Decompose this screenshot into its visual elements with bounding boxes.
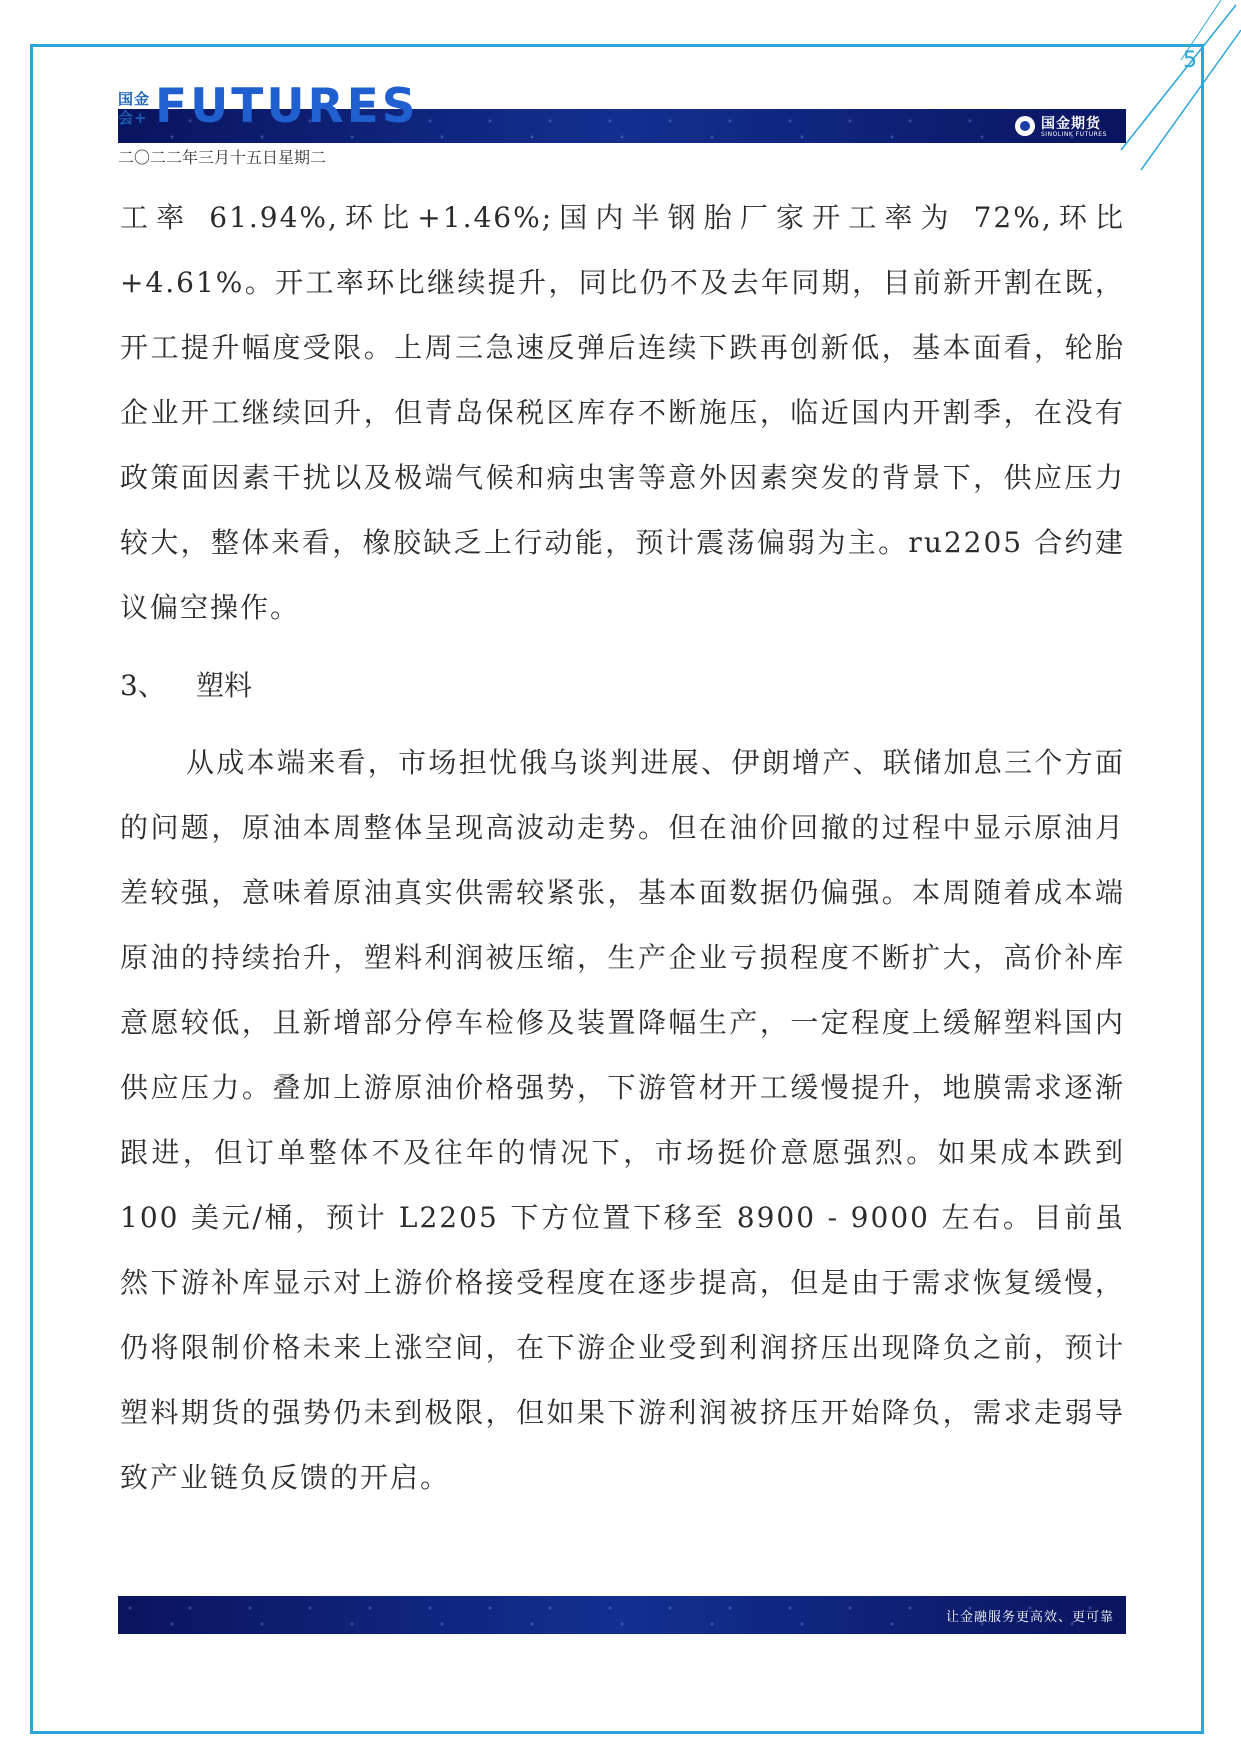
corner-decoration bbox=[1061, 0, 1241, 190]
paragraph-rubber: 工率 61.94%,环比+1.46%;国内半钢胎厂家开工率为 72%,环比+4.61%。开工率环比继续提升，同比仍不及去年同期，目前新开割在既，开工提升幅度受限。上周三急速反弹后连续下跌再创新低，基本面看，轮胎企业开工继续回升，但青岛保税区库存不断施压，临近国内开割季，在没有政策面因素干扰以及极端气候和病虫害等意外因素突发的背景下，供应压力较大，整体来看，橡胶缺乏上行动能，预计震荡偏弱为主。ru2205 合约建议偏空操作。 bbox=[120, 201, 1125, 624]
paragraph-plastic: 从成本端来看，市场担忧俄乌谈判进展、伊朗增产、联储加息三个方面的问题，原油本周整体呈现高波动走势。但在油价回撤的过程中显示原油月差较强，意味着原油真实供需较紧张，基本面数据仍偏强。本周随着成本端原油的持续抬升，塑料利润被压缩，生产企业亏损程度不断扩大，高价补库意愿较低，且新增部分停车检修及装置降幅生产，一定程度上缓解塑料国内供应压力。叠加上游原油价格强势，下游管材开工缓慢提升，地膜需求逐渐跟进，但订单整体不及往年的情况下，市场挺价意愿强烈。如果成本跌到 100 美元/桶，预计 L2205 下方位置下移至 8900 - 9000 左右。目前虽然下游补库显示对上游价格接受程度在逐步提高，但是由于需求恢复缓慢，仍将限制价格未来上涨空间，在下游企业受到利润挤压出现降负之前，预计塑料期货的强势仍未到极限，但如果下游利润被挤压开始降负，需求走弱导致产业链负反馈的开启。 bbox=[120, 746, 1125, 1494]
footer-banner bbox=[118, 1596, 1126, 1634]
logo-text-cn: 国金会+ bbox=[118, 90, 151, 127]
footer-slogan: 让金融服务更高效、更可靠 bbox=[945, 1610, 1114, 1625]
main-content bbox=[120, 185, 1125, 1510]
page-number: 5 bbox=[1183, 48, 1197, 73]
section-heading-plastic bbox=[120, 640, 1125, 730]
brand-name-en: SINOLINK FUTURES bbox=[1041, 131, 1107, 138]
brand-name-cn: 国金期货 bbox=[1041, 116, 1101, 132]
logo-futures: FUTURES bbox=[155, 79, 419, 134]
section-title: 塑料 bbox=[196, 668, 253, 702]
brand-logo bbox=[1015, 113, 1125, 139]
brand-icon bbox=[1015, 116, 1035, 136]
section-number: 3、 bbox=[120, 668, 166, 702]
report-date: 二〇二二年三月十五日星期二 bbox=[118, 148, 327, 167]
